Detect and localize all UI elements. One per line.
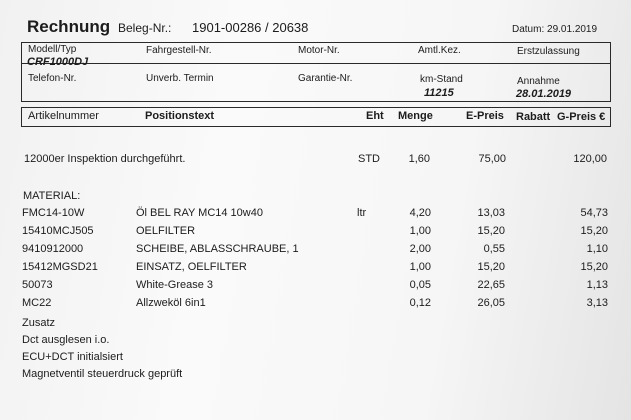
item-gpreis: 54,73 <box>580 207 608 219</box>
telefon-label: Telefon-Nr. <box>28 73 77 84</box>
item-text: OELFILTER <box>136 225 196 237</box>
item-eht: ltr <box>357 207 367 219</box>
item-artikel: MC22 <box>22 297 52 309</box>
item-epreis: 0,55 <box>483 243 505 255</box>
note-line: ECU+DCT initialsiert <box>22 351 123 363</box>
item-text: SCHEIBE, ABLASSCHRAUBE, 1 <box>136 243 299 255</box>
col-positionstext: Positionstext <box>145 110 215 122</box>
kmstand-label: km-Stand <box>420 74 463 85</box>
item-menge: 1,00 <box>409 261 431 273</box>
service-gpreis: 120,00 <box>573 153 607 165</box>
item-text: EINSATZ, OELFILTER <box>136 261 247 273</box>
service-epreis: 75,00 <box>478 153 506 165</box>
note-line: Dct ausglesen i.o. <box>22 334 110 346</box>
motor-label: Motor-Nr. <box>298 45 340 56</box>
item-gpreis: 15,20 <box>580 225 608 237</box>
item-menge: 4,20 <box>409 207 431 219</box>
note-line: Zusatz <box>22 317 56 329</box>
annahme-label: Annahme <box>517 76 560 87</box>
material-label: MATERIAL: <box>23 190 81 202</box>
col-eht: Eht <box>366 110 384 122</box>
beleg-number: 1901-00286 / 20638 <box>192 20 309 35</box>
item-menge: 1,00 <box>409 225 431 237</box>
item-artikel: 9410912000 <box>22 243 84 255</box>
fahrgestell-label: Fahrgestell-Nr. <box>146 45 212 56</box>
item-gpreis: 3,13 <box>586 297 608 309</box>
item-text: White-Grease 3 <box>136 279 214 291</box>
invoice-title: Rechnung <box>27 17 111 36</box>
vehicle-info-divider <box>22 63 610 64</box>
note-line: Magnetventil steuerdruck geprüft <box>22 368 183 380</box>
item-text: Öl BEL RAY MC14 10w40 <box>136 207 263 219</box>
item-epreis: 26,05 <box>477 297 505 309</box>
item-epreis: 22,65 <box>477 279 505 291</box>
item-gpreis: 1,13 <box>586 279 608 291</box>
kmstand-value: 11215 <box>424 87 454 99</box>
termin-label: Unverb. Termin <box>146 73 214 84</box>
garantie-label: Garantie-Nr. <box>298 73 353 84</box>
service-text: 12000er Inspektion durchgeführt. <box>24 153 186 165</box>
col-artikelnummer: Artikelnummer <box>28 110 99 122</box>
kennzeichen-label: Amtl.Kez. <box>418 45 461 56</box>
item-gpreis: 15,20 <box>580 261 608 273</box>
col-epreis: E-Preis <box>466 110 504 122</box>
item-text: Allzweköl 6in1 <box>136 297 206 309</box>
erstzulassung-label: Erstzulassung <box>517 46 580 57</box>
item-menge: 0,05 <box>409 279 431 291</box>
modell-value: CRF1000DJ <box>27 56 89 68</box>
invoice-date: Datum: 29.01.2019 <box>512 24 598 35</box>
item-gpreis: 1,10 <box>586 243 608 255</box>
item-epreis: 15,20 <box>477 261 505 273</box>
item-epreis: 15,20 <box>477 225 505 237</box>
annahme-value: 28.01.2019 <box>516 88 572 100</box>
item-menge: 2,00 <box>409 243 431 255</box>
item-artikel: 15412MGSD21 <box>22 261 98 273</box>
col-gpreis: G-Preis € <box>557 111 606 123</box>
service-eht: STD <box>358 153 380 165</box>
item-epreis: 13,03 <box>477 207 505 219</box>
item-artikel: FMC14-10W <box>22 207 85 219</box>
service-menge: 1,60 <box>408 153 430 165</box>
item-artikel: 15410MCJ505 <box>22 225 94 237</box>
col-rabatt: Rabatt <box>516 111 551 123</box>
beleg-label: Beleg-Nr.: <box>118 21 172 35</box>
col-menge: Menge <box>398 110 433 122</box>
modell-label: Modell/Typ <box>28 44 77 55</box>
item-menge: 0,12 <box>409 297 431 309</box>
item-artikel: 50073 <box>22 279 53 291</box>
